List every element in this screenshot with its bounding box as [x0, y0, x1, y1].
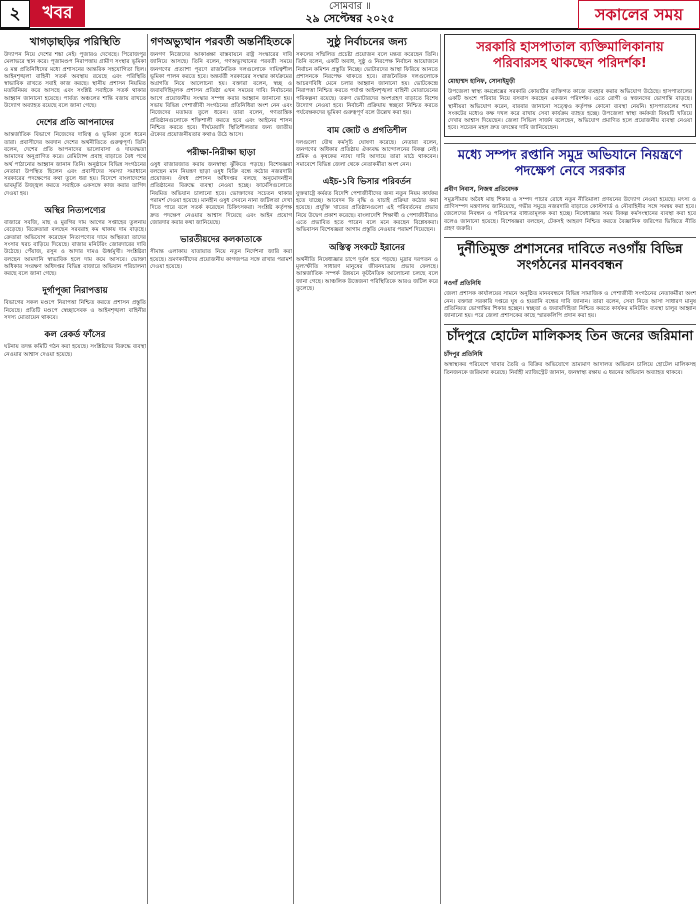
article-byline: মোহাম্মদ হানিফ, সোনাইমুড়ী: [448, 78, 515, 85]
article-body: উপজেলা স্বাস্থ্য কমপ্লেক্সের সরকারি কোয়ার্টার ব্যক্তিগত কাজে ব্যবহার করার অভিযোগ উঠেছে। হাসপাতালের একটি অংশে পরিবার নিয়ে বসবাস করছেন একজন পরিদর্শক। এতে রোগী ও স্বজনদের ভোগান্তি বাড়ছে। স্থানীয়রা অভিযোগ করেন, বারবার জানানো সত্ত্বেও কর্তৃপক্ষ কোনো ব্যবস্থা নেয়নি। হাসপাতালের শয্যা সংকটের মধ্যেও কক্ষ দখল করে রাখায় সেবা কার্যক্রম ব্যাহত হচ্ছে। উপজেলা স্বাস্থ্য কর্মকর্তা বিষয়টি খতিয়ে দেখার আশ্বাস দিয়েছেন। জেলা সিভিল সার্জন বলেছেন, অভিযোগ প্রমাণিত হলে প্রয়োজনীয় ব্যবস্থা নেওয়া হবে। সচেতন মহল দ্রুত তদন্তের দাবি জানিয়েছেন।: [448, 89, 692, 132]
article-continuation-title: এইচ-১বি ভিসার পরিবর্তন: [322, 176, 412, 187]
article-byline: নওগাঁ প্রতিনিধি: [444, 280, 481, 288]
page-number: ২: [0, 0, 30, 28]
article-divider: [444, 237, 696, 238]
article-byline: চাঁদপুর প্রতিনিধি: [444, 351, 483, 359]
article-continuation-title: অস্থির নিত্যপণ্যের: [44, 206, 106, 217]
article-body: অর্থনীতি নিষেধাজ্ঞার চাপে দুর্বল হয়ে পড়ছে। মুদ্রার দরপতন ও মূল্যস্ফীতি সাধারণ মানুষের জীবনযাত্রায় প্রভাব ফেলছে। আন্তর্জাতিক সম্পর্ক উন্নয়নে কূটনৈতিক আলোচনা চলছে বলে জানা গেছে। আঞ্চলিক উত্তেজনা পরিস্থিতিকে আরও জটিল করে তুলেছে।: [296, 256, 438, 292]
article-body: জেলা প্রশাসক কার্যালয়ের সামনে অনুষ্ঠিত মানববন্ধনে বিভিন্ন সামাজিক ও পেশাজীবী সংগঠনের নেতাকর্মীরা অংশ নেন। বক্তারা সরকারি দপ্তরে ঘুষ ও হয়রানি বন্ধের দাবি জানান। তারা বলেন, সেবা নিতে আসা সাধারণ মানুষ প্রতিনিয়ত ভোগান্তির শিকার হচ্ছেন। স্বচ্ছতা ও জবাবদিহিতা নিশ্চিত করতে কার্যকর মনিটরিং ব্যবস্থা চালুর আহ্বান জানানো হয়। পরে জেলা প্রশাসকের কাছে স্মারকলিপি প্রদান করা হয়।: [444, 291, 696, 320]
article-headline: গণঅভ্যুত্থান পরবর্তী অন্তর্নিহিতকে: [150, 36, 292, 48]
column-1: [4, 34, 146, 904]
page-header: [0, 0, 700, 30]
date-text: ২৯ সেপ্টেম্বর ২০২৫: [305, 12, 395, 25]
column-divider: [293, 34, 294, 904]
article-body: ঘটনায় তদন্ত কমিটি গঠন করা হয়েছে। সংশ্লিষ্টদের বিরুদ্ধে ব্যবস্থা নেওয়ার আশ্বাস দেওয়া হয়েছে।: [4, 344, 146, 358]
article-continuation-title: পরীক্ষা-নিরীক্ষা ছাড়া: [186, 147, 256, 158]
article-body: সমুদ্রসীমায় অবৈধ মাছ শিকার ও সম্পদ পাচার রোধে নতুন নীতিমালা প্রণয়নের উদ্যোগ নেওয়া হয়েছে। মৎস্য ও প্রাণিসম্পদ মন্ত্রণালয় জানিয়েছে, গভীর সমুদ্রে নজরদারি বাড়াতে কোস্টগার্ড ও নৌবাহিনীর সঙ্গে সমন্বয় করা হবে। জেলেদের নিবন্ধন ও পরিচয়পত্র বাধ্যতামূলক করা হচ্ছে। নিষেধাজ্ঞার সময় বিকল্প কর্মসংস্থানের ব্যবস্থা করা হবে বলেও জানানো হয়েছে। বিশেষজ্ঞরা বলছেন, টেকসই আহরণ নিশ্চিত করতে বৈজ্ঞানিক জরিপের ভিত্তিতে নীতি গ্রহণ জরুরি।: [444, 196, 696, 232]
article-body: আন্তর্জাতিক বিভাগে নিজেদের দায়িত্ব ও ভূমিকা তুলে ধরেন তারা। প্রবাসীদের অবদান দেশের অর্থনীতিতে গুরুত্বপূর্ণ। তিনি বলেন, দেশের প্রতি আপনাদের ভালোবাসা ও দায়বদ্ধতা আমাদের অনুপ্রাণিত করে। রেমিট্যান্স প্রবাহ বাড়াতে বৈধ পথে অর্থ পাঠানোর আহ্বান জানান তিনি। অনুষ্ঠানে বিভিন্ন সংগঠনের নেতারা উপস্থিত ছিলেন এবং প্রবাসীদের সমস্যা সমাধানে সরকারের পদক্ষেপের কথা তুলে ধরা হয়। বিদেশে বাংলাদেশের ভাবমূর্তি উজ্জ্বল করতে সবাইকে একসঙ্গে কাজ করার তাগিদ দেওয়া হয়।: [4, 132, 146, 197]
article-body: ওষুধ বাজারজাত করায় জনস্বাস্থ্য ঝুঁকিতে পড়ছে। বিশেষজ্ঞরা বলছেন মান নিয়ন্ত্রণ ছাড়া ওষুধ বিক্রি বন্ধে কঠোর নজরদারি প্রয়োজন। ঔষধ প্রশাসন অধিদপ্তর বলছে অনুমোদনহীন প্রতিষ্ঠানের বিরুদ্ধে ব্যবস্থা নেওয়া হচ্ছে। ফার্মেসিগুলোতে নিয়মিত অভিযান চালানো হবে। ভোক্তাদের সচেতন থাকার পরামর্শ দেওয়া হয়েছে। মানহীন ওষুধ সেবনে নানা জটিলতা দেখা দিতে পারে বলে সতর্ক করেছেন চিকিৎসকরা। সংশ্লিষ্ট কর্তৃপক্ষ দ্রুত পদক্ষেপ নেওয়ার আশ্বাস দিয়েছে এবং আইন প্রয়োগ জোরদার করার কথা জানিয়েছে।: [150, 161, 292, 226]
article-headline: দুর্নীতিমুক্ত প্রশাসনের দাবিতে নওগাঁয় বিভিন্ন সংগঠনের মানববন্ধন: [457, 242, 683, 274]
article-headline: চাঁদপুরে হোটেল মালিকসহ তিন জনের জরিমানা: [446, 329, 694, 345]
column-4: [444, 34, 696, 904]
article-body: সকলের সম্মিলিত প্রচেষ্টা প্রয়োজন বলে মন্তব্য করেছেন তিনি। তিনি বলেন, একটি অবাধ, সুষ্ঠু ও নিরপেক্ষ নির্বাচন আয়োজনে নির্বাচন কমিশন প্রস্তুতি নিচ্ছে। ভোটারদের আস্থা ফিরিয়ে আনতে প্রশাসনকে নিরপেক্ষ থাকতে হবে। রাজনৈতিক দলগুলোকে আচরণবিধি মেনে চলার আহ্বান জানানো হয়। ভোটকেন্দ্রে নিরাপত্তা নিশ্চিত করতে পর্যাপ্ত আইনশৃঙ্খলা বাহিনী মোতায়েনের পরিকল্পনা রয়েছে। তরুণ ভোটারদের অংশগ্রহণ বাড়াতে বিশেষ উদ্যোগ নেওয়া হবে। নির্বাচনী প্রক্রিয়ায় স্বচ্ছতা নিশ্চিত করতে পর্যবেক্ষকদের ভূমিকা গুরুত্বপূর্ণ বলে উল্লেখ করা হয়।: [296, 52, 438, 117]
newspaper-logo: সকালের সময়: [578, 0, 700, 29]
article-body: উদ্যাপন নিয়ে দেশের শঙ্কা নেই। পুজারও দেখেছে। পিরোজপুর মেলাভরে স্থান করে। পূজামণ্ডপ নিরাপত্তায় গ্রামীণ সংস্থার ভূমিকা ও মন্ত্র প্রতিনিধিদের মধ্যে প্রশাসনের আন্তরিক সহযোগিতা ছিল। আইনশৃঙ্খলা বাহিনী সতর্ক অবস্থায় রয়েছে এবং পরিস্থিতি স্বাভাবিক রাখতে সবাই কাজ করছে। স্থানীয় প্রশাসন নিয়মিত মতবিনিময় করে আসছে এবং সংশ্লিষ্ট সবাইকে সতর্ক থাকার আহ্বান জানানো হয়েছে। পার্বত্য অঞ্চলের শান্তি বজায় রাখতে উদ্যোগ অব্যাহত রয়েছে বলে জানা গেছে।: [4, 52, 146, 110]
article-body: অস্বাস্থ্যকর পরিবেশে খাবার তৈরি ও বিক্রির অভিযোগে ভ্রাম্যমাণ আদালত অভিযান চালিয়ে হোটেল মালিকসহ তিনজনকে জরিমানা করেছে। নির্বাহী ম্যাজিস্ট্রেট জানান, জনস্বাস্থ্য রক্ষায় এ ধরনের অভিযান অব্যাহত থাকবে।: [444, 362, 696, 376]
article-continuation-title: কল রেকর্ড ফাঁসের: [44, 330, 106, 341]
article-headline: সরকারি হাসপাতাল ব্যক্তিমালিকানায় পরিবারসহ থাকছেন পরিদর্শক!: [476, 40, 664, 71]
article-continuation-title: ভারতীয়দের কলকাতাকে: [180, 235, 262, 246]
article-continuation-title: অস্তিত্ব সংকটে ইরানের: [329, 242, 405, 253]
article-body: দলগুলো যৌথ কর্মসূচি ঘোষণা করেছে। নেতারা বলেন, জনগণের অধিকার প্রতিষ্ঠায় ঐক্যবদ্ধ আন্দোলনের বিকল্প নেই। শ্রমিক ও কৃষকের ন্যায্য দাবি আদায়ে তারা মাঠে থাকবেন। সমাবেশে বিভিন্ন জেলা থেকে নেতাকর্মীরা অংশ নেন।: [296, 139, 438, 168]
day-text: সোমবার ॥: [329, 1, 371, 12]
article-continuation-title: দেশের প্রতি আপনাদের: [36, 118, 114, 129]
article-headline: খাগড়াছড়ির পরিস্থিতি: [29, 36, 121, 48]
column-2: [150, 34, 292, 904]
article-body: যুক্তরাষ্ট্রে কর্মরত বিদেশি পেশাজীবীদের জন্য নতুন নিয়ম কার্যকর হতে যাচ্ছে। আবেদন ফি বৃদ্ধি ও যাচাই প্রক্রিয়া কঠোর করা হয়েছে। প্রযুক্তি খাতের প্রতিষ্ঠানগুলো এই পরিবর্তনের প্রভাব নিয়ে উদ্বেগ প্রকাশ করেছে। বাংলাদেশি শিক্ষার্থী ও পেশাজীবীরাও এতে প্রভাবিত হতে পারেন বলে মনে করছেন বিশ্লেষকরা। অভিবাসন বিশেষজ্ঞরা আগাম প্রস্তুতি নেওয়ার পরামর্শ দিয়েছেন।: [296, 190, 438, 234]
column-3: [296, 34, 438, 904]
article-headline: মধ্যে সম্পদ রপ্তানি সমুদ্র অভিযানে নিয়ন্ত্রণে পদক্ষেপ নেবে সরকার: [457, 147, 683, 179]
article-continuation-title: বাম জোট ও প্রগতিশীল: [327, 125, 407, 136]
article-divider: [444, 324, 696, 325]
article-body: বিভাগের সকল মণ্ডপে নিরাপত্তা নিশ্চিত করতে প্রশাসন প্রস্তুতি নিয়েছে। প্রতিটি মণ্ডপে স্বেচ্ছাসেবক ও আইনশৃঙ্খলা বাহিনীর সদস্য মোতায়েন থাকবে।: [4, 300, 146, 322]
article-body: জনগণ নিজেদের আকাঙ্ক্ষা বাস্তবায়নে রাষ্ট্র সংস্কারের দাবি জানিয়ে আসছে। তিনি বলেন, গণঅভ্যুত্থানের পরবর্তী সময়ে জনগণের প্রত্যাশা পূরণে রাজনৈতিক দলগুলোকে দায়িত্বশীল ভূমিকা পালন করতে হবে। অন্তর্বর্তী সরকারের সংস্কার কার্যক্রমের অগ্রগতি নিয়ে আলোচনা হয়। বক্তারা বলেন, স্বচ্ছ ও জবাবদিহিমূলক প্রশাসন প্রতিষ্ঠা এখন সময়ের দাবি। নির্বাচনের আগে প্রয়োজনীয় সংস্কার সম্পন্ন করার আহ্বান জানানো হয়। সভায় বিভিন্ন পেশাজীবী সংগঠনের প্রতিনিধিরা অংশ নেন এবং নিজেদের মতামত তুলে ধরেন। তারা বলেন, গণতান্ত্রিক প্রতিষ্ঠানগুলোকে শক্তিশালী করতে হবে এবং আইনের শাসন নিশ্চিত করতে হবে। দীর্ঘমেয়াদি স্থিতিশীলতার জন্য জাতীয় ঐক্যের প্রয়োজনীয়তার কথাও উঠে আসে।: [150, 52, 292, 139]
article-headline: সুষ্ঠু নির্বাচনের জন্য: [327, 36, 407, 48]
article-body: সীমান্ত এলাকায় যাতায়াত নিয়ে নতুন নির্দেশনা জারি করা হয়েছে। ভ্রমণকারীদের প্রয়োজনীয় কাগজপত্র সঙ্গে রাখার পরামর্শ দেওয়া হয়েছে।: [150, 249, 292, 270]
featured-article: [444, 34, 696, 137]
column-divider: [440, 34, 441, 904]
section-label: খবর: [30, 0, 85, 27]
article-divider: [444, 143, 696, 144]
article-body: বাজারে সবজি, মাছ ও মুরগির দাম আগের সপ্তাহের তুলনায় বেড়েছে। বিক্রেতারা বলছেন সরবরাহ কম থাকায় দাম বাড়ছে। ক্রেতারা অভিযোগ করেছেন নিত্যপণ্যের দামে অস্থিরতা তাদের সংসার খরচ বাড়িয়ে দিয়েছে। বাজার মনিটরিং জোরদারের দাবি উঠেছে। পেঁয়াজ, রসুন ও আদার দামও ঊর্ধ্বমুখী। সংশ্লিষ্টরা বলছেন আমদানি স্বাভাবিক হলে দাম কমে আসবে। ভোক্তা অধিকার সংরক্ষণ অধিদপ্তর বিভিন্ন বাজারে অভিযান পরিচালনা করছে বলে জানা গেছে।: [4, 220, 146, 278]
column-divider: [147, 34, 148, 904]
article-byline: প্রবীণ নিবাস, নিজস্ব প্রতিবেদক: [444, 185, 519, 193]
dateline: [250, 1, 450, 25]
article-continuation-title: দুর্গাপূজা নিরাপত্তায়: [42, 286, 108, 297]
